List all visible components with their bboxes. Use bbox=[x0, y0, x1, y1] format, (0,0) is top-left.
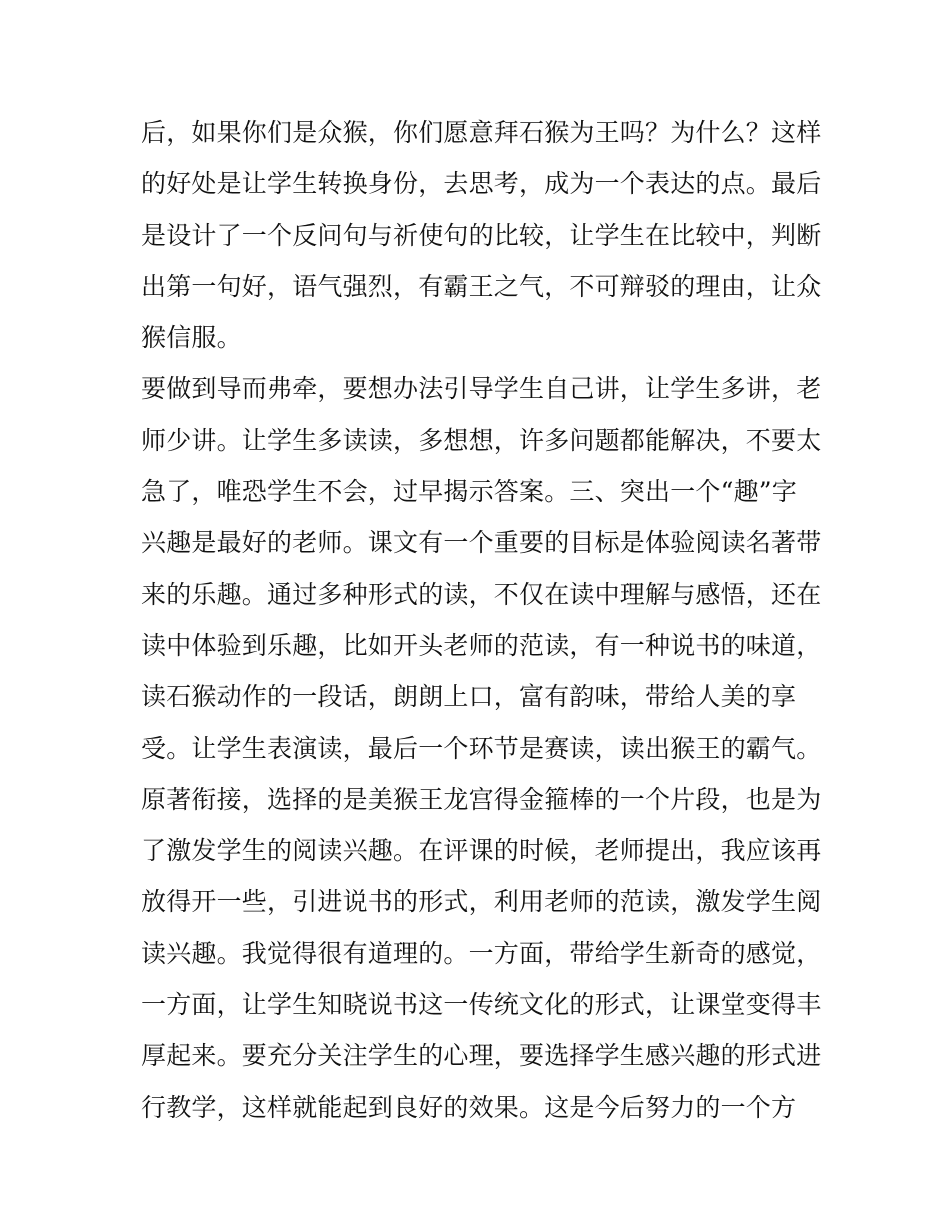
text-line: 的好处是让学生转换身份，去思考，成为一个表达的点。最后 bbox=[141, 169, 822, 199]
text-line: 急了，唯恐学生不会，过早揭示答案。三、突出一个“趣”字 bbox=[141, 477, 797, 507]
text-line: 原著衔接，选择的是美猴王龙宫得金箍棒的一个片段，也是为 bbox=[141, 784, 822, 814]
text-line: 读石猴动作的一段话，朗朗上口，富有韵味，带给人美的享 bbox=[141, 682, 797, 712]
text-line: 师少讲。让学生多读读，多想想，许多问题都能解决，不要太 bbox=[141, 425, 822, 455]
text-line: 出第一句好，语气强烈，有霸王之气，不可辩驳的理由，让众 bbox=[141, 271, 822, 301]
text-line: 来的乐趣。通过多种形式的读，不仅在读中理解与感悟，还在 bbox=[141, 579, 822, 609]
text-line: 后，如果你们是众猴，你们愿意拜石猴为王吗？为什么？这样 bbox=[141, 118, 822, 147]
text-line: 是设计了一个反问句与祈使句的比较，让学生在比较中，判断 bbox=[141, 220, 822, 250]
text-line: 读兴趣。我觉得很有道理的。一方面，带给学生新奇的感觉， bbox=[141, 938, 822, 968]
text-line: 厚起来。要充分关注学生的心理，要选择学生感兴趣的形式进 bbox=[141, 1041, 822, 1071]
body-text bbox=[141, 107, 821, 1133]
text-line: 放得开一些，引进说书的形式，利用老师的范读，激发学生阅 bbox=[141, 887, 822, 917]
text-line: 受。让学生表演读，最后一个环节是赛读，读出猴王的霸气。 bbox=[141, 733, 822, 763]
text-line: 要做到导而弗牵，要想办法引导学生自己讲，让学生多讲，老 bbox=[141, 374, 822, 404]
text-line: 读中体验到乐趣，比如开头老师的范读，有一种说书的味道， bbox=[141, 630, 822, 660]
text-line: 了激发学生的阅读兴趣。在评课的时候，老师提出，我应该再 bbox=[141, 836, 822, 866]
text-line: 猴信服。 bbox=[141, 323, 242, 353]
text-line: 兴趣是最好的老师。课文有一个重要的目标是体验阅读名著带 bbox=[141, 528, 822, 558]
text-line: 一方面，让学生知晓说书这一传统文化的形式，让课堂变得丰 bbox=[141, 990, 822, 1020]
text-line: 行教学，这样就能起到良好的效果。这是今后努力的一个方 bbox=[141, 1092, 797, 1122]
